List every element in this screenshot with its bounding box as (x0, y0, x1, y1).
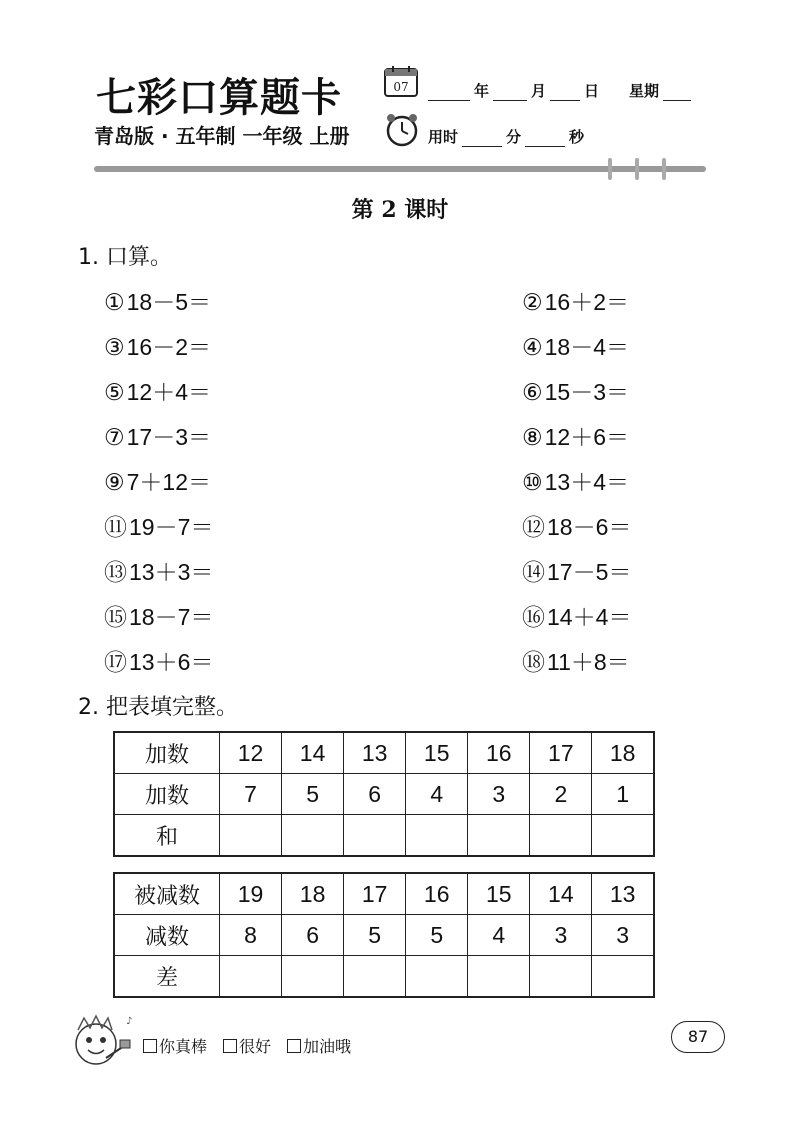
table-row (114, 815, 654, 857)
table-cell: 13 (592, 873, 654, 915)
problem-15: ⑮18－7＝ (104, 604, 214, 630)
day-label: 日 (584, 82, 600, 100)
alarm-clock-icon (384, 112, 420, 148)
problem-2: ②16＋2＝ (522, 289, 629, 315)
month-label: 月 (531, 82, 547, 100)
answer-cell[interactable] (592, 815, 654, 857)
table-cell: 2 (530, 774, 592, 815)
date-line (428, 80, 691, 101)
brand-title: 七彩口算题卡 (96, 75, 342, 121)
calendar-day: 07 (393, 80, 409, 94)
time-line (428, 126, 584, 147)
table-cell: 17 (344, 873, 406, 915)
table-cell: 15 (406, 732, 468, 774)
table-cell: 5 (344, 915, 406, 956)
problem-3: ③16－2＝ (104, 334, 211, 360)
table-cell: 14 (282, 732, 344, 774)
checkbox-icon[interactable] (223, 1039, 237, 1053)
rating-good[interactable] (223, 1034, 271, 1057)
table-cell: 18 (282, 873, 344, 915)
table-cell: 13 (344, 732, 406, 774)
rating-label: 很好 (239, 1037, 272, 1056)
table-cell: 5 (282, 774, 344, 815)
problem-18: ⑱11＋8＝ (522, 649, 630, 675)
lesson-title: 第 2 课时 (351, 197, 449, 223)
calendar-icon (383, 66, 419, 98)
table-cell: 6 (282, 915, 344, 956)
problem-14: ⑭17－5＝ (522, 559, 632, 585)
table-cell: 3 (530, 915, 592, 956)
rating-great[interactable] (143, 1034, 207, 1057)
table-row (114, 774, 654, 815)
answer-cell[interactable] (468, 815, 530, 857)
table-cell: 16 (406, 873, 468, 915)
time-prefix: 用时 (428, 128, 459, 146)
table-cell: 1 (592, 774, 654, 815)
header-divider (94, 166, 706, 172)
table-cell: 7 (220, 774, 282, 815)
year-label: 年 (474, 82, 490, 100)
table-cell: 12 (220, 732, 282, 774)
problem-1: ①18－5＝ (104, 289, 211, 315)
problem-11: ⑪19－7＝ (104, 514, 214, 540)
weekday-label: 星期 (629, 82, 660, 100)
table-row (114, 956, 654, 998)
row-label: 减数 (114, 915, 220, 956)
rating-label: 你真棒 (159, 1037, 208, 1056)
problem-16: ⑯14＋4＝ (522, 604, 632, 630)
edition-label: 青岛版 · 五年制 一年级 上册 (94, 124, 350, 148)
problem-17: ⑰13＋6＝ (104, 649, 214, 675)
table-row (114, 732, 654, 774)
rating-label: 加油哦 (303, 1037, 352, 1056)
problem-4: ④18－4＝ (522, 334, 629, 360)
svg-text:♪: ♪ (126, 1016, 133, 1027)
row-label: 加数 (114, 732, 220, 774)
question-1-title: 1. 口算。 (78, 245, 172, 270)
row-label: 和 (114, 815, 220, 857)
problem-13: ⑬13＋3＝ (104, 559, 214, 585)
row-label: 被减数 (114, 873, 220, 915)
problem-8: ⑧12＋6＝ (522, 424, 629, 450)
second-label: 秒 (569, 128, 585, 146)
answer-cell[interactable] (406, 956, 468, 998)
answer-cell[interactable] (530, 956, 592, 998)
table-cell: 3 (468, 774, 530, 815)
answer-cell[interactable] (530, 815, 592, 857)
table-cell: 3 (592, 915, 654, 956)
table-cell: 5 (406, 915, 468, 956)
day-blank[interactable] (550, 84, 580, 101)
table-row (114, 873, 654, 915)
problem-12: ⑫18－6＝ (522, 514, 632, 540)
table-cell: 15 (468, 873, 530, 915)
month-blank[interactable] (493, 84, 527, 101)
row-label: 加数 (114, 774, 220, 815)
answer-cell[interactable] (592, 956, 654, 998)
mascot-icon (66, 1010, 138, 1074)
answer-cell[interactable] (344, 815, 406, 857)
problem-6: ⑥15－3＝ (522, 379, 629, 405)
subtraction-table (113, 872, 655, 998)
answer-cell[interactable] (344, 956, 406, 998)
problem-10: ⑩13＋4＝ (522, 469, 629, 495)
year-blank[interactable] (428, 84, 470, 101)
table-cell: 16 (468, 732, 530, 774)
table-cell: 4 (406, 774, 468, 815)
minute-blank[interactable] (462, 130, 502, 147)
row-label: 差 (114, 956, 220, 998)
table-cell: 17 (530, 732, 592, 774)
problem-5: ⑤12＋4＝ (104, 379, 211, 405)
answer-cell[interactable] (220, 815, 282, 857)
answer-cell[interactable] (282, 815, 344, 857)
table-row (114, 915, 654, 956)
question-2-title: 2. 把表填完整。 (78, 695, 238, 720)
problem-9: ⑨7＋12＝ (104, 469, 211, 495)
binder-ring (608, 158, 612, 180)
table-cell: 14 (530, 873, 592, 915)
addition-table (113, 731, 655, 857)
answer-cell[interactable] (468, 956, 530, 998)
table-cell: 4 (468, 915, 530, 956)
second-blank[interactable] (525, 130, 565, 147)
table-cell: 8 (220, 915, 282, 956)
table-cell: 18 (592, 732, 654, 774)
checkbox-icon[interactable] (143, 1039, 157, 1053)
problem-7: ⑦17－3＝ (104, 424, 211, 450)
page-number: 87 (671, 1021, 725, 1053)
answer-cell[interactable] (282, 956, 344, 998)
weekday-blank[interactable] (663, 84, 691, 101)
checkbox-icon[interactable] (287, 1039, 301, 1053)
binder-ring (635, 158, 639, 180)
answer-cell[interactable] (406, 815, 468, 857)
answer-cell[interactable] (220, 956, 282, 998)
binder-ring (662, 158, 666, 180)
table-cell: 19 (220, 873, 282, 915)
table-cell: 6 (344, 774, 406, 815)
rating-options (143, 1034, 351, 1057)
rating-keep-trying[interactable] (287, 1034, 351, 1057)
minute-label: 分 (506, 128, 522, 146)
